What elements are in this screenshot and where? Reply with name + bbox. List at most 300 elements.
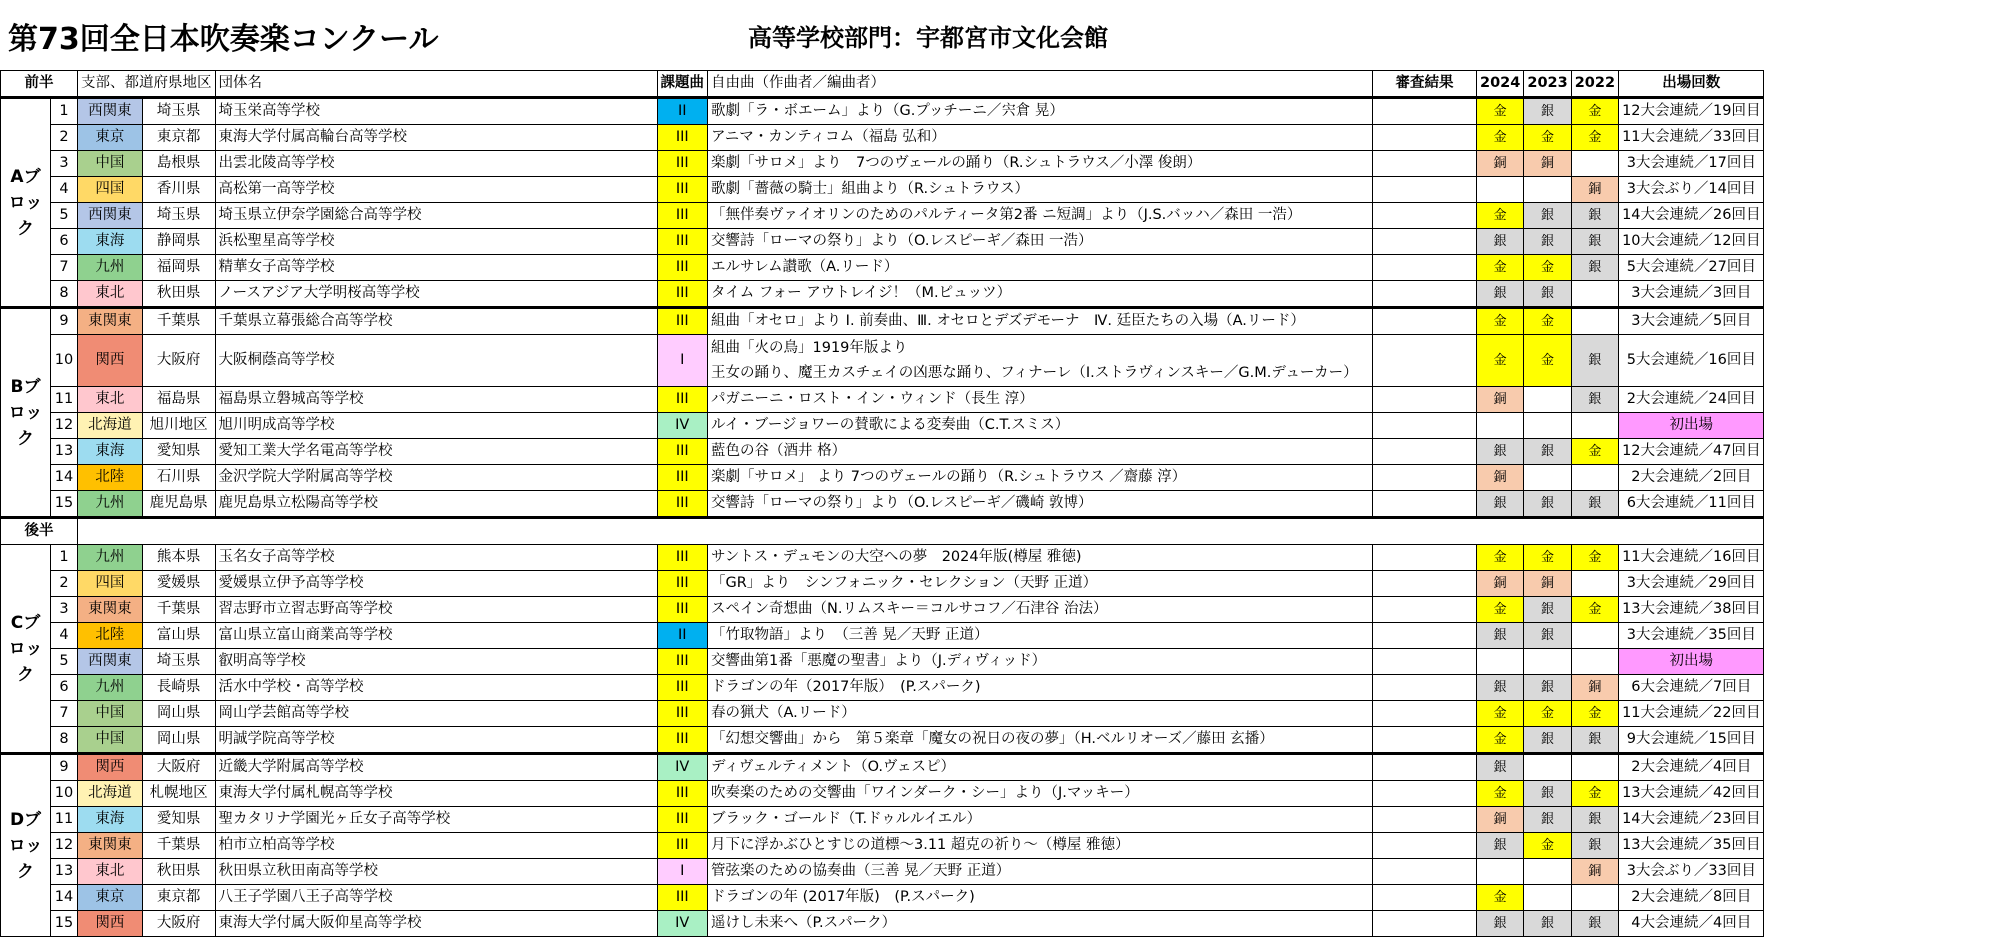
free-piece-cell: ドラゴンの年（2017年版） (P.スパーク) <box>708 675 1373 701</box>
medal-2023: 銀 <box>1524 203 1571 229</box>
table-row <box>1 308 1764 335</box>
result-cell <box>1373 701 1477 727</box>
medal-2022: 銀 <box>1571 491 1618 518</box>
prefecture-cell: 千葉県 <box>142 308 215 335</box>
appearance-count: 初出場 <box>1619 413 1764 439</box>
medal-2024: 金 <box>1477 335 1524 387</box>
medal-2023: 銀 <box>1524 491 1571 518</box>
medal-2022: 銀 <box>1571 335 1618 387</box>
free-piece-cell: 「GR」より シンフォニック・セレクション（天野 正道） <box>708 571 1373 597</box>
page-title: 第73回全日本吹奏楽コンクール <box>8 22 439 57</box>
appearance-count: 12大会連続／47回目 <box>1619 439 1764 465</box>
region-badge: 東京 <box>78 885 143 911</box>
order-number: 14 <box>51 465 78 491</box>
region-badge: 北陸 <box>78 623 143 649</box>
medal-2024: 銀 <box>1477 754 1524 781</box>
set-piece-cell: IV <box>657 413 708 439</box>
first-half-label: 前半 <box>1 71 78 98</box>
table-row <box>1 545 1764 571</box>
medal-2024 <box>1477 859 1524 885</box>
prefecture-cell: 福島県 <box>142 387 215 413</box>
block-label: Dブロック <box>1 754 51 937</box>
medal-2024: 銀 <box>1477 491 1524 518</box>
second-half-row <box>1 518 1764 545</box>
medal-2023: 金 <box>1524 308 1571 335</box>
school-name: 八王子学園八王子高等学校 <box>215 885 657 911</box>
result-cell <box>1373 545 1477 571</box>
order-number: 1 <box>51 545 78 571</box>
free-piece-cell: サントス・デュモンの大空への夢 2024年版(樽屋 雅徳) <box>708 545 1373 571</box>
prefecture-cell: 千葉県 <box>142 597 215 623</box>
table-row <box>1 281 1764 308</box>
prefecture-cell: 秋田県 <box>142 281 215 308</box>
medal-2023: 銀 <box>1524 781 1571 807</box>
venue-title: 高等学校部門：宇都宮市文化会館 <box>748 24 1108 52</box>
school-name: 大阪桐蔭高等学校 <box>215 335 657 387</box>
school-name: 活水中学校・高等学校 <box>215 675 657 701</box>
result-cell <box>1373 833 1477 859</box>
school-name: 柏市立柏高等学校 <box>215 833 657 859</box>
medal-2024: 銀 <box>1477 833 1524 859</box>
appearance-count: 3大会連続／17回目 <box>1619 151 1764 177</box>
order-number: 1 <box>51 98 78 125</box>
result-cell <box>1373 859 1477 885</box>
medal-2022: 銀 <box>1571 911 1618 937</box>
result-cell <box>1373 98 1477 125</box>
region-badge: 四国 <box>78 571 143 597</box>
set-piece-cell: IV <box>657 911 708 937</box>
prefecture-cell: 札幌地区 <box>142 781 215 807</box>
free-piece-cell: アニマ・カンティコム（福島 弘和） <box>708 125 1373 151</box>
set-piece-cell: III <box>657 125 708 151</box>
school-name: 埼玉栄高等学校 <box>215 98 657 125</box>
medal-2022 <box>1571 281 1618 308</box>
prefecture-cell: 千葉県 <box>142 833 215 859</box>
region-header: 支部、都道府県地区 <box>78 71 216 98</box>
table-row <box>1 98 1764 125</box>
medal-2022: 銅 <box>1571 859 1618 885</box>
medal-2024: 銅 <box>1477 387 1524 413</box>
prefecture-cell: 岡山県 <box>142 727 215 754</box>
table-row <box>1 597 1764 623</box>
result-cell <box>1373 807 1477 833</box>
medal-2024: 金 <box>1477 701 1524 727</box>
appearance-count: 3大会ぶり／33回目 <box>1619 859 1764 885</box>
result-cell <box>1373 125 1477 151</box>
table-row <box>1 229 1764 255</box>
order-number: 7 <box>51 255 78 281</box>
region-badge: 東関東 <box>78 833 143 859</box>
medal-2023: 金 <box>1524 125 1571 151</box>
region-badge: 関西 <box>78 754 143 781</box>
order-number: 15 <box>51 491 78 518</box>
set-piece-cell: III <box>657 177 708 203</box>
result-cell <box>1373 754 1477 781</box>
medal-2023: 金 <box>1524 833 1571 859</box>
appearance-count: 2大会連続／24回目 <box>1619 387 1764 413</box>
free-piece-cell: 交響詩「ローマの祭り」より（O.レスピーギ／磯崎 敦博） <box>708 491 1373 518</box>
free-piece-cell: 交響詩「ローマの祭り」より（O.レスピーギ／森田 一浩） <box>708 229 1373 255</box>
region-badge: 関西 <box>78 335 143 387</box>
medal-2024: 銀 <box>1477 675 1524 701</box>
order-number: 4 <box>51 177 78 203</box>
medal-2024: 金 <box>1477 255 1524 281</box>
medal-2024: 銀 <box>1477 439 1524 465</box>
result-cell <box>1373 781 1477 807</box>
medal-2022 <box>1571 754 1618 781</box>
result-cell <box>1373 413 1477 439</box>
region-badge: 九州 <box>78 675 143 701</box>
result-cell <box>1373 597 1477 623</box>
appearance-count: 初出場 <box>1619 649 1764 675</box>
appearance-count: 2大会連続／8回目 <box>1619 885 1764 911</box>
set-piece-cell: III <box>657 597 708 623</box>
result-cell <box>1373 911 1477 937</box>
prefecture-cell: 埼玉県 <box>142 649 215 675</box>
medal-2022 <box>1571 885 1618 911</box>
set-piece-cell: III <box>657 491 708 518</box>
medal-2024: 金 <box>1477 885 1524 911</box>
region-badge: 中国 <box>78 727 143 754</box>
appearance-count: 14大会連続／26回目 <box>1619 203 1764 229</box>
result-cell <box>1373 491 1477 518</box>
region-badge: 九州 <box>78 545 143 571</box>
set-piece-cell: III <box>657 571 708 597</box>
region-badge: 北海道 <box>78 781 143 807</box>
school-name: 鹿児島県立松陽高等学校 <box>215 491 657 518</box>
order-number: 12 <box>51 413 78 439</box>
medal-2022: 銀 <box>1571 203 1618 229</box>
appearance-count: 13大会連続／38回目 <box>1619 597 1764 623</box>
prefecture-cell: 大阪府 <box>142 754 215 781</box>
set-piece-cell: III <box>657 465 708 491</box>
prefecture-cell: 長崎県 <box>142 675 215 701</box>
free-piece-cell: 楽劇「サロメ」 より 7つのヴェールの踊り（R.シュトラウス ／齋藤 淳） <box>708 465 1373 491</box>
result-cell <box>1373 649 1477 675</box>
order-number: 6 <box>51 229 78 255</box>
medal-2023: 銀 <box>1524 98 1571 125</box>
medal-2023: 銀 <box>1524 727 1571 754</box>
school-name: 旭川明成高等学校 <box>215 413 657 439</box>
prefecture-cell: 旭川地区 <box>142 413 215 439</box>
table-row <box>1 675 1764 701</box>
prefecture-cell: 静岡県 <box>142 229 215 255</box>
set-piece-cell: III <box>657 545 708 571</box>
table-row <box>1 649 1764 675</box>
region-badge: 東海 <box>78 229 143 255</box>
medal-2023: 銀 <box>1524 597 1571 623</box>
school-name: 愛知工業大学名電高等学校 <box>215 439 657 465</box>
order-number: 6 <box>51 675 78 701</box>
medal-2024: 銅 <box>1477 151 1524 177</box>
region-badge: 西関東 <box>78 98 143 125</box>
region-badge: 東関東 <box>78 597 143 623</box>
table-row <box>1 623 1764 649</box>
region-badge: 東北 <box>78 281 143 308</box>
free-piece-cell: ブラック・ゴールド（T.ドゥルルイエル） <box>708 807 1373 833</box>
free-piece-cell: 「幻想交響曲」から 第５楽章「魔女の祝日の夜の夢」（H.ベルリオーズ／藤田 玄播） <box>708 727 1373 754</box>
medal-2022: 金 <box>1571 125 1618 151</box>
free-piece-header: 自由曲（作曲者／編曲者） <box>708 71 1373 98</box>
medal-2022: 銀 <box>1571 229 1618 255</box>
order-number: 10 <box>51 781 78 807</box>
table-row <box>1 491 1764 518</box>
school-name: 浜松聖星高等学校 <box>215 229 657 255</box>
appearance-count: 13大会連続／42回目 <box>1619 781 1764 807</box>
medal-2022 <box>1571 413 1618 439</box>
medal-2022: 金 <box>1571 439 1618 465</box>
free-piece-cell: 月下に浮かぶひとすじの道標〜3.11 超克の祈り〜（樽屋 雅徳） <box>708 833 1373 859</box>
school-name: 精華女子高等学校 <box>215 255 657 281</box>
region-badge: 北陸 <box>78 465 143 491</box>
set-piece-header: 課題曲 <box>657 71 708 98</box>
second-half-spacer <box>78 518 1764 545</box>
medal-2022: 銀 <box>1571 807 1618 833</box>
medal-2023: 銅 <box>1524 151 1571 177</box>
appearance-count: 13大会連続／35回目 <box>1619 833 1764 859</box>
appearance-count: 11大会連続／16回目 <box>1619 545 1764 571</box>
medal-2023 <box>1524 649 1571 675</box>
result-cell <box>1373 151 1477 177</box>
result-cell <box>1373 203 1477 229</box>
school-name: ノースアジア大学明桜高等学校 <box>215 281 657 308</box>
medal-2024: 金 <box>1477 545 1524 571</box>
medal-2022 <box>1571 649 1618 675</box>
order-number: 14 <box>51 885 78 911</box>
order-number: 8 <box>51 281 78 308</box>
free-piece-cell: ドラゴンの年 (2017年版) (P.スパーク) <box>708 885 1373 911</box>
school-name: 東海大学付属高輪台高等学校 <box>215 125 657 151</box>
free-piece-cell: タイム フォー アウトレイジ！（M.ピュッツ） <box>708 281 1373 308</box>
region-badge: 東京 <box>78 125 143 151</box>
prefecture-cell: 熊本県 <box>142 545 215 571</box>
order-number: 2 <box>51 125 78 151</box>
prefecture-cell: 岡山県 <box>142 701 215 727</box>
result-cell <box>1373 177 1477 203</box>
appearance-count: 2大会連続／4回目 <box>1619 754 1764 781</box>
free-piece-cell: 組曲「オセロ」より Ⅰ. 前奏曲、Ⅲ. オセロとデズデモーナ Ⅳ. 廷臣たちの入場（A.リード） <box>708 308 1373 335</box>
appearance-count: 3大会ぶり／14回目 <box>1619 177 1764 203</box>
result-cell <box>1373 281 1477 308</box>
order-number: 13 <box>51 859 78 885</box>
table-row <box>1 885 1764 911</box>
set-piece-cell: I <box>657 335 708 387</box>
medal-2024 <box>1477 177 1524 203</box>
table-row <box>1 859 1764 885</box>
free-piece-cell: 吹奏楽のための交響曲「ワインダーク・シー」より（J.マッキー） <box>708 781 1373 807</box>
school-name: 秋田県立秋田南高等学校 <box>215 859 657 885</box>
medal-2023 <box>1524 413 1571 439</box>
prefecture-cell: 鹿児島県 <box>142 491 215 518</box>
region-badge: 中国 <box>78 151 143 177</box>
set-piece-cell: III <box>657 203 708 229</box>
order-number: 11 <box>51 387 78 413</box>
free-piece-cell: エルサレム讃歌（A.リード） <box>708 255 1373 281</box>
order-number: 9 <box>51 754 78 781</box>
school-name: 習志野市立習志野高等学校 <box>215 597 657 623</box>
appearance-count: 9大会連続／15回目 <box>1619 727 1764 754</box>
medal-2023 <box>1524 387 1571 413</box>
medal-2023: 銀 <box>1524 623 1571 649</box>
free-piece-cell: 春の猟犬（A.リード） <box>708 701 1373 727</box>
medal-2022: 金 <box>1571 545 1618 571</box>
medal-2022 <box>1571 571 1618 597</box>
appearance-count: 10大会連続／12回目 <box>1619 229 1764 255</box>
sheet-header <box>0 0 1994 70</box>
result-cell <box>1373 885 1477 911</box>
free-piece-cell: 藍色の谷（酒井 格） <box>708 439 1373 465</box>
medal-2022: 金 <box>1571 597 1618 623</box>
free-piece-cell: ルイ・ブージョワーの賛歌による変奏曲（C.T.スミス） <box>708 413 1373 439</box>
appearance-count: 3大会連続／35回目 <box>1619 623 1764 649</box>
region-badge: 東北 <box>78 859 143 885</box>
set-piece-cell: IV <box>657 754 708 781</box>
appearance-count: 11大会連続／22回目 <box>1619 701 1764 727</box>
order-number: 4 <box>51 623 78 649</box>
order-number: 5 <box>51 649 78 675</box>
order-number: 3 <box>51 597 78 623</box>
table-row <box>1 781 1764 807</box>
prefecture-cell: 秋田県 <box>142 859 215 885</box>
set-piece-cell: III <box>657 649 708 675</box>
free-piece-cell: 交響曲第1番「悪魔の聖書」より（J.ディヴィッド） <box>708 649 1373 675</box>
appearances-header: 出場回数 <box>1619 71 1764 98</box>
result-cell <box>1373 335 1477 387</box>
prefecture-cell: 埼玉県 <box>142 98 215 125</box>
appearance-count: 2大会連続／2回目 <box>1619 465 1764 491</box>
set-piece-cell: III <box>657 807 708 833</box>
school-name: 近畿大学附属高等学校 <box>215 754 657 781</box>
result-header: 審査結果 <box>1373 71 1477 98</box>
set-piece-cell: III <box>657 151 708 177</box>
medal-2022: 金 <box>1571 781 1618 807</box>
result-cell <box>1373 727 1477 754</box>
medal-2022 <box>1571 623 1618 649</box>
table-row <box>1 413 1764 439</box>
appearance-count: 6大会連続／11回目 <box>1619 491 1764 518</box>
table-row <box>1 911 1764 937</box>
prefecture-cell: 大阪府 <box>142 911 215 937</box>
year-2023-header: 2023 <box>1524 71 1571 98</box>
table-row <box>1 833 1764 859</box>
block-label: Cブロック <box>1 545 51 754</box>
region-badge: 九州 <box>78 491 143 518</box>
free-piece-cell: パガニーニ・ロスト・イン・ウィンド（長生 淳） <box>708 387 1373 413</box>
block-label: Aブロック <box>1 98 51 308</box>
school-name: 千葉県立幕張総合高等学校 <box>215 308 657 335</box>
result-cell <box>1373 439 1477 465</box>
school-name: 東海大学付属札幌高等学校 <box>215 781 657 807</box>
medal-2024: 金 <box>1477 308 1524 335</box>
result-cell <box>1373 255 1477 281</box>
result-cell <box>1373 571 1477 597</box>
region-badge: 西関東 <box>78 649 143 675</box>
order-number: 3 <box>51 151 78 177</box>
school-header: 団体名 <box>215 71 657 98</box>
medal-2023 <box>1524 465 1571 491</box>
medal-2023 <box>1524 177 1571 203</box>
order-number: 15 <box>51 911 78 937</box>
school-name: 高松第一高等学校 <box>215 177 657 203</box>
prefecture-cell: 富山県 <box>142 623 215 649</box>
medal-2023 <box>1524 885 1571 911</box>
table-row <box>1 125 1764 151</box>
appearance-count: 6大会連続／7回目 <box>1619 675 1764 701</box>
prefecture-cell: 石川県 <box>142 465 215 491</box>
order-number: 11 <box>51 807 78 833</box>
set-piece-cell: III <box>657 281 708 308</box>
set-piece-cell: III <box>657 308 708 335</box>
medal-2023: 金 <box>1524 701 1571 727</box>
region-badge: 西関東 <box>78 203 143 229</box>
free-piece-cell: スペイン奇想曲（N.リムスキー＝コルサコフ／石津谷 治法） <box>708 597 1373 623</box>
medal-2023: 銅 <box>1524 571 1571 597</box>
medal-2022: 銅 <box>1571 177 1618 203</box>
result-cell <box>1373 229 1477 255</box>
table-row <box>1 203 1764 229</box>
medal-2023: 金 <box>1524 335 1571 387</box>
medal-2024: 銀 <box>1477 281 1524 308</box>
school-name: 出雲北陵高等学校 <box>215 151 657 177</box>
order-number: 13 <box>51 439 78 465</box>
set-piece-cell: III <box>657 833 708 859</box>
medal-2022: 銀 <box>1571 833 1618 859</box>
set-piece-cell: II <box>657 98 708 125</box>
prefecture-cell: 東京都 <box>142 125 215 151</box>
region-badge: 東海 <box>78 439 143 465</box>
free-piece-cell: 管弦楽のための協奏曲（三善 晃／天野 正道） <box>708 859 1373 885</box>
medal-2024: 金 <box>1477 781 1524 807</box>
set-piece-cell: III <box>657 255 708 281</box>
medal-2024: 銀 <box>1477 229 1524 255</box>
result-cell <box>1373 387 1477 413</box>
school-name: 明誠学院高等学校 <box>215 727 657 754</box>
region-badge: 四国 <box>78 177 143 203</box>
appearance-count: 14大会連続／23回目 <box>1619 807 1764 833</box>
result-cell <box>1373 623 1477 649</box>
result-cell <box>1373 308 1477 335</box>
prefecture-cell: 島根県 <box>142 151 215 177</box>
set-piece-cell: III <box>657 439 708 465</box>
free-piece-cell: 歌劇「薔薇の騎士」組曲より（R.シュトラウス） <box>708 177 1373 203</box>
free-piece-cell <box>708 335 1373 387</box>
set-piece-cell: III <box>657 727 708 754</box>
medal-2023: 銀 <box>1524 439 1571 465</box>
table-row <box>1 177 1764 203</box>
school-name: 埼玉県立伊奈学園総合高等学校 <box>215 203 657 229</box>
table-row <box>1 151 1764 177</box>
table-row <box>1 727 1764 754</box>
second-half-label: 後半 <box>1 518 78 545</box>
set-piece-cell: III <box>657 885 708 911</box>
school-name: 富山県立富山商業高等学校 <box>215 623 657 649</box>
table-row <box>1 465 1764 491</box>
appearance-count: 12大会連続／19回目 <box>1619 98 1764 125</box>
prefecture-cell: 愛知県 <box>142 439 215 465</box>
column-header-row <box>1 71 1764 98</box>
free-piece-cell: 遥けし未来へ（P.スパーク） <box>708 911 1373 937</box>
medal-2023: 銀 <box>1524 281 1571 308</box>
set-piece-cell: I <box>657 859 708 885</box>
prefecture-cell: 大阪府 <box>142 335 215 387</box>
medal-2023: 銀 <box>1524 807 1571 833</box>
medal-2024: 銀 <box>1477 623 1524 649</box>
prefecture-cell: 埼玉県 <box>142 203 215 229</box>
free-piece-cell: ディヴェルティメント（O.ヴェスピ） <box>708 754 1373 781</box>
prefecture-cell: 福岡県 <box>142 255 215 281</box>
medal-2022: 銀 <box>1571 255 1618 281</box>
appearance-count: 5大会連続／27回目 <box>1619 255 1764 281</box>
